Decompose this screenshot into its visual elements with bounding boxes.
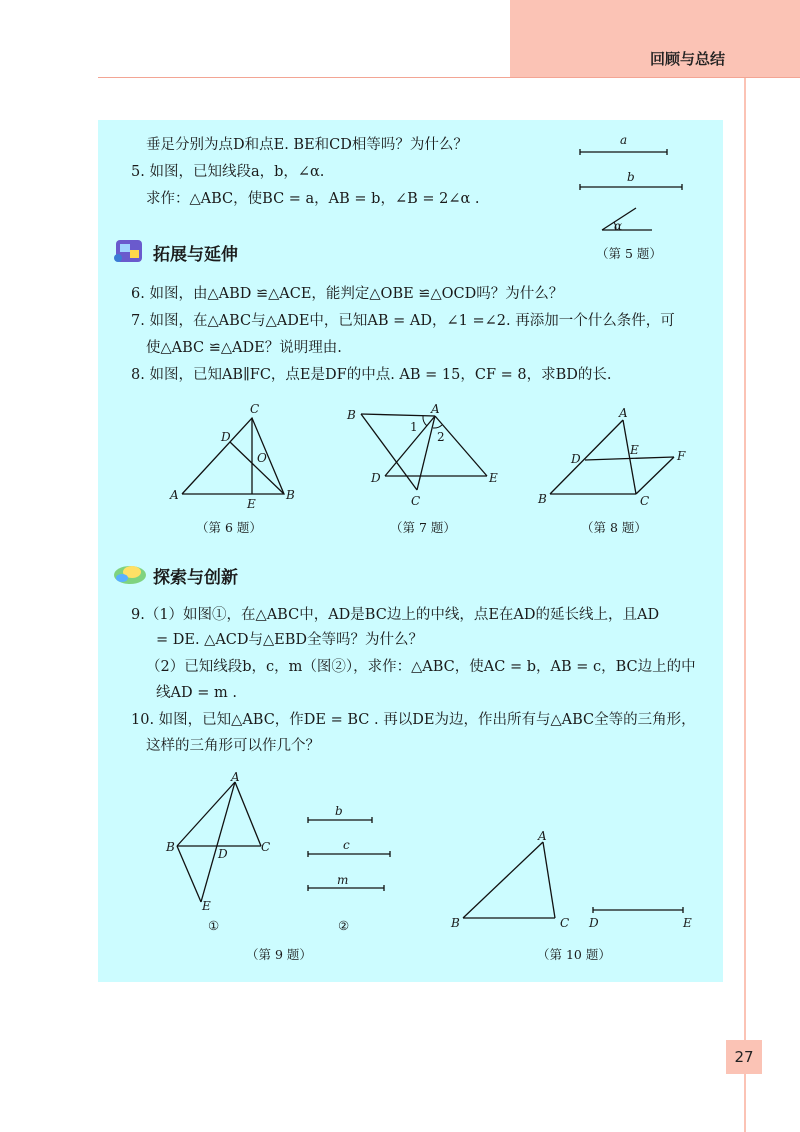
fig10-label-e: E xyxy=(683,916,692,930)
problem8-line1: 8. 如图，已知AB∥FC，点E是DF的中点. AB = 15，CF = 8，求BD的长. xyxy=(131,367,612,383)
section-extend-title: 拓展与延伸 xyxy=(153,245,238,265)
fig7-label-1: 1 xyxy=(410,420,418,434)
figure7 xyxy=(345,400,505,510)
fig9-sub1: ① xyxy=(208,918,220,933)
fig8-label-d: D xyxy=(571,452,581,466)
fig9-label-e: E xyxy=(202,899,211,913)
fig10-label-c: C xyxy=(560,916,570,930)
fig9-caption: （第 9 题） xyxy=(246,947,312,962)
continuation-line: 垂足分别为点D和点E. BE和CD相等吗？为什么？ xyxy=(146,137,468,153)
fig5-label-b: b xyxy=(627,170,635,184)
fig9-seg-label-b: b xyxy=(335,804,343,818)
problem5-line1: 5. 如图，已知线段a，b，∠α. xyxy=(131,164,325,180)
fig8-label-b: B xyxy=(538,492,547,506)
problem7-line2: 使△ABC ≌△ADE？说明理由. xyxy=(146,340,342,356)
fig8-label-e: E xyxy=(630,443,639,457)
problem9-line3: （2）已知线段b，c，m（图②），求作：△ABC，使AC = b，AB = c，BC边上的中 xyxy=(146,659,696,675)
fig6-label-o: O xyxy=(257,451,267,465)
fig5-label-a: a xyxy=(620,133,628,147)
fig9-sub2: ② xyxy=(338,918,350,933)
fig10-label-a: A xyxy=(538,829,547,843)
globe-icon xyxy=(110,560,150,590)
fig9-label-a: A xyxy=(231,770,240,784)
problem5-line2: 求作：△ABC，使BC = a，AB = b，∠B = 2∠α . xyxy=(146,191,480,207)
fig10-label-d: D xyxy=(589,916,599,930)
puzzle-icon xyxy=(110,236,150,266)
fig7-label-2: 2 xyxy=(437,430,445,444)
header-title: 回顾与总结 xyxy=(650,50,726,68)
problem9-line1: 9.（1）如图①，在△ABC中，AD是BC边上的中线，点E在AD的延长线上，且AD xyxy=(131,607,660,623)
figure5 xyxy=(570,130,700,240)
fig10-caption: （第 10 题） xyxy=(537,947,611,962)
figure9-2 xyxy=(300,810,400,900)
fig5-caption: （第 5 题） xyxy=(596,246,662,261)
problem10-line2: 这样的三角形可以作几个？ xyxy=(146,738,320,754)
fig9-seg-label-c: c xyxy=(343,838,350,852)
fig8-label-f: F xyxy=(677,449,686,463)
fig7-label-a: A xyxy=(431,402,440,416)
fig7-label-d: D xyxy=(371,471,381,485)
fig6-label-d: D xyxy=(221,430,231,444)
problem7-line1: 7. 如图，在△ABC与△ADE中，已知AB = AD，∠1 =∠2. 再添加一个什么条件，可 xyxy=(131,313,675,329)
fig9-label-d: D xyxy=(218,847,228,861)
fig6-caption: （第 6 题） xyxy=(196,520,262,535)
fig7-caption: （第 7 题） xyxy=(390,520,456,535)
fig6-label-e: E xyxy=(247,497,256,511)
fig9-label-b: B xyxy=(166,840,175,854)
fig10-label-b: B xyxy=(451,916,460,930)
figure10 xyxy=(455,830,705,930)
side-rule xyxy=(744,78,746,1132)
page-number: 27 xyxy=(726,1040,762,1074)
problem9-line4: 线AD = m . xyxy=(156,685,237,701)
fig5-label-alpha: α xyxy=(614,219,623,233)
fig7-label-b: B xyxy=(347,408,356,422)
fig8-caption: （第 8 题） xyxy=(581,520,647,535)
fig7-label-c: C xyxy=(411,494,421,508)
fig6-label-a: A xyxy=(170,488,179,502)
problem9-line2: = DE. △ACD与△EBD全等吗？为什么？ xyxy=(156,632,424,648)
fig8-label-a: A xyxy=(619,406,628,420)
fig6-label-c: C xyxy=(250,402,260,416)
fig6-label-b: B xyxy=(286,488,295,502)
fig9-seg-label-m: m xyxy=(337,873,349,887)
fig9-label-c: C xyxy=(261,840,271,854)
problem10-line1: 10. 如图，已知△ABC，作DE = BC . 再以DE为边，作出所有与△ABC全等的三角形， xyxy=(131,712,696,728)
section-explore-title: 探索与创新 xyxy=(153,568,238,588)
problem6-line1: 6. 如图，由△ABD ≌△ACE，能判定△OBE ≌△OCD吗？为什么？ xyxy=(131,286,564,302)
fig7-label-e: E xyxy=(489,471,498,485)
fig8-label-c: C xyxy=(640,494,650,508)
header-rule xyxy=(98,77,800,78)
